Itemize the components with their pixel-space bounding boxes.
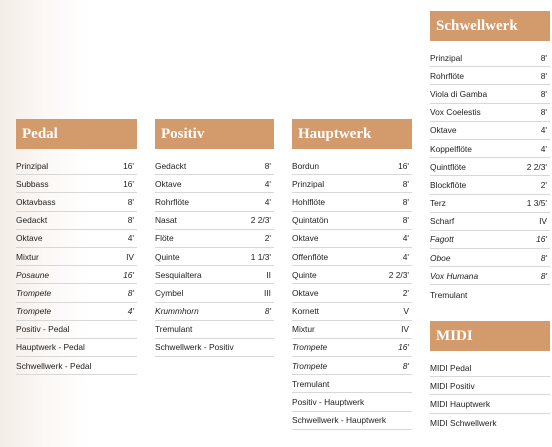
stop-footage: 2 2/3' — [388, 269, 409, 280]
stop-name: Schwellwerk - Positiv — [155, 342, 234, 353]
stop-row — [430, 104, 550, 122]
stop-footage: 8' — [127, 196, 134, 207]
stop-row — [292, 266, 412, 284]
stop-name: Posaune — [16, 269, 50, 280]
stop-footage: 8' — [402, 215, 409, 226]
stop-row — [430, 414, 550, 432]
stop-name: Flöte — [155, 233, 174, 244]
stop-list — [155, 157, 274, 357]
division-title: MIDI — [430, 321, 550, 351]
stop-name: Koppelflöte — [430, 143, 472, 154]
stop-row — [155, 303, 274, 321]
stop-footage: 4' — [540, 143, 547, 154]
stop-row — [430, 122, 550, 140]
stop-row — [292, 157, 412, 175]
stop-row — [16, 266, 137, 284]
stop-row — [430, 158, 550, 176]
stop-name: Viola di Gamba — [430, 88, 488, 99]
stop-row — [292, 375, 412, 393]
stop-row — [430, 231, 550, 249]
stop-footage: 16' — [398, 160, 409, 171]
stop-name: Quinte — [155, 251, 180, 262]
stop-row — [155, 284, 274, 302]
stop-footage: 8' — [264, 160, 271, 171]
stop-footage: 8' — [540, 88, 547, 99]
division-positiv — [155, 119, 274, 357]
stop-name: Oktave — [292, 287, 319, 298]
stop-footage: 1 3/5' — [526, 198, 547, 209]
stop-name: Rohrflöte — [430, 70, 464, 81]
stop-row — [155, 212, 274, 230]
stop-name: MIDI Schwellwerk — [430, 417, 497, 428]
division-schwellwerk — [430, 11, 550, 304]
stop-footage: 8' — [264, 306, 271, 317]
stop-name: Hohlflöte — [292, 196, 326, 207]
stop-row — [430, 195, 550, 213]
stop-name: Trompete — [16, 287, 52, 298]
stop-name: Oktave — [155, 178, 182, 189]
stop-name: Mixtur — [16, 251, 39, 262]
stop-name: Mixtur — [292, 324, 315, 335]
stop-row — [16, 284, 137, 302]
stop-name: Tremulant — [155, 324, 193, 335]
stop-list — [430, 359, 550, 432]
stop-row — [16, 357, 137, 375]
stop-row — [292, 321, 412, 339]
stop-name: Schwellwerk - Pedal — [16, 360, 92, 371]
division-hauptwerk — [292, 119, 412, 430]
stop-name: Kornett — [292, 306, 320, 317]
stop-row — [16, 175, 137, 193]
stop-footage: 8' — [540, 70, 547, 81]
stop-name: Positiv - Hauptwerk — [292, 397, 365, 408]
stop-footage: 8' — [540, 252, 547, 263]
stop-name: Trompete — [16, 306, 52, 317]
stop-footage: II — [266, 269, 271, 280]
stop-row — [430, 85, 550, 103]
stop-footage: 2' — [264, 233, 271, 244]
stop-row — [292, 339, 412, 357]
stop-name: Tremulant — [430, 289, 468, 300]
stop-footage: 4' — [402, 251, 409, 262]
stop-footage: 4' — [127, 233, 134, 244]
stop-footage: 2 2/3' — [526, 161, 547, 172]
stop-row — [16, 248, 137, 266]
stop-footage: 8' — [402, 178, 409, 189]
stop-name: Offenflöte — [292, 251, 329, 262]
stop-row — [430, 67, 550, 85]
stop-footage: 8' — [402, 360, 409, 371]
stop-row — [430, 395, 550, 413]
stop-list — [430, 49, 550, 304]
stop-footage: 8' — [402, 196, 409, 207]
stop-row — [16, 193, 137, 211]
stop-list — [16, 157, 137, 375]
stop-name: Tremulant — [292, 378, 330, 389]
stop-name: Oboe — [430, 252, 451, 263]
stop-name: Prinzipal — [430, 52, 463, 63]
division-title: Pedal — [16, 119, 137, 149]
stop-name: Hauptwerk - Pedal — [16, 342, 85, 353]
stop-row — [155, 230, 274, 248]
stop-row — [16, 303, 137, 321]
stop-name: MIDI Hauptwerk — [430, 398, 491, 409]
stop-name: Positiv - Pedal — [16, 324, 70, 335]
stop-row — [292, 175, 412, 193]
stop-name: Prinzipal — [292, 178, 325, 189]
stop-row — [155, 175, 274, 193]
stop-name: Bordun — [292, 160, 320, 171]
stop-row — [292, 357, 412, 375]
stop-row — [430, 377, 550, 395]
stop-row — [292, 230, 412, 248]
stop-name: Blockflöte — [430, 179, 467, 190]
stop-name: Quintflöte — [430, 161, 466, 172]
stop-footage: 16' — [123, 160, 134, 171]
stop-footage: 4' — [540, 125, 547, 136]
stop-row — [292, 193, 412, 211]
stop-name: Rohrflöte — [155, 196, 189, 207]
division-title: Schwellwerk — [430, 11, 550, 41]
stop-name: Nasat — [155, 215, 177, 226]
stop-name: Trompete — [292, 342, 328, 353]
stop-row — [430, 359, 550, 377]
stop-row — [292, 284, 412, 302]
stop-row — [430, 285, 550, 303]
stop-row — [16, 157, 137, 175]
stop-footage: IV — [539, 216, 547, 227]
stop-footage: III — [264, 287, 271, 298]
stop-row — [430, 176, 550, 194]
stop-row — [155, 321, 274, 339]
stop-name: Fagott — [430, 234, 454, 245]
stop-name: Quintatön — [292, 215, 329, 226]
stop-name: Subbass — [16, 178, 49, 189]
stop-row — [155, 339, 274, 357]
stop-row — [430, 249, 550, 267]
stop-list — [292, 157, 412, 430]
stop-footage: 16' — [398, 342, 409, 353]
stop-footage: 1 1/3' — [250, 251, 271, 262]
stop-footage: 4' — [264, 178, 271, 189]
stop-name: Vox Coelestis — [430, 107, 481, 118]
stop-row — [292, 212, 412, 230]
stop-footage: 4' — [127, 306, 134, 317]
stop-name: Cymbel — [155, 287, 184, 298]
stop-name: Gedackt — [155, 160, 187, 171]
stop-footage: 8' — [127, 215, 134, 226]
stop-name: Vox Humana — [430, 270, 479, 281]
stop-name: Sesquialtera — [155, 269, 202, 280]
stop-name: Oktave — [16, 233, 43, 244]
stop-name: Oktave — [292, 233, 319, 244]
stop-name: Quinte — [292, 269, 317, 280]
stop-footage: 8' — [540, 107, 547, 118]
stop-footage: 8' — [540, 52, 547, 63]
stop-row — [16, 230, 137, 248]
stop-name: Scharf — [430, 216, 455, 227]
stop-footage: 2' — [540, 179, 547, 190]
stop-row — [16, 212, 137, 230]
division-title: Hauptwerk — [292, 119, 412, 149]
stop-footage: 2' — [402, 287, 409, 298]
stop-name: Trompete — [292, 360, 328, 371]
stop-footage: 16' — [536, 234, 547, 245]
stop-row — [430, 213, 550, 231]
stop-name: Gedackt — [16, 215, 48, 226]
stop-row — [430, 49, 550, 67]
stop-row — [430, 140, 550, 158]
stop-footage: 2 2/3' — [250, 215, 271, 226]
stop-row — [430, 267, 550, 285]
stop-row — [155, 266, 274, 284]
stop-footage: 16' — [123, 269, 134, 280]
stop-row — [155, 248, 274, 266]
stop-row — [292, 393, 412, 411]
stop-name: Prinzipal — [16, 160, 49, 171]
stop-footage: 8' — [127, 287, 134, 298]
division-title: Positiv — [155, 119, 274, 149]
stop-row — [16, 339, 137, 357]
stop-footage: V — [403, 306, 409, 317]
stop-row — [16, 321, 137, 339]
stop-name: Oktavbass — [16, 196, 56, 207]
stop-row — [292, 248, 412, 266]
stop-row — [292, 303, 412, 321]
stop-footage: IV — [126, 251, 134, 262]
stop-name: Krummhorn — [155, 306, 199, 317]
stop-name: Terz — [430, 198, 446, 209]
stop-name: MIDI Pedal — [430, 362, 472, 373]
stop-name: Schwellwerk - Hauptwerk — [292, 415, 387, 426]
stop-footage: 4' — [402, 233, 409, 244]
stop-footage: 16' — [123, 178, 134, 189]
stop-footage: 4' — [264, 196, 271, 207]
stop-row — [292, 412, 412, 430]
stop-row — [155, 193, 274, 211]
division-pedal — [16, 119, 137, 375]
stop-footage: 8' — [540, 270, 547, 281]
stop-footage: IV — [401, 324, 409, 335]
stop-name: Oktave — [430, 125, 457, 136]
stop-name: MIDI Positiv — [430, 380, 475, 391]
division-midi — [430, 321, 550, 432]
stop-row — [155, 157, 274, 175]
